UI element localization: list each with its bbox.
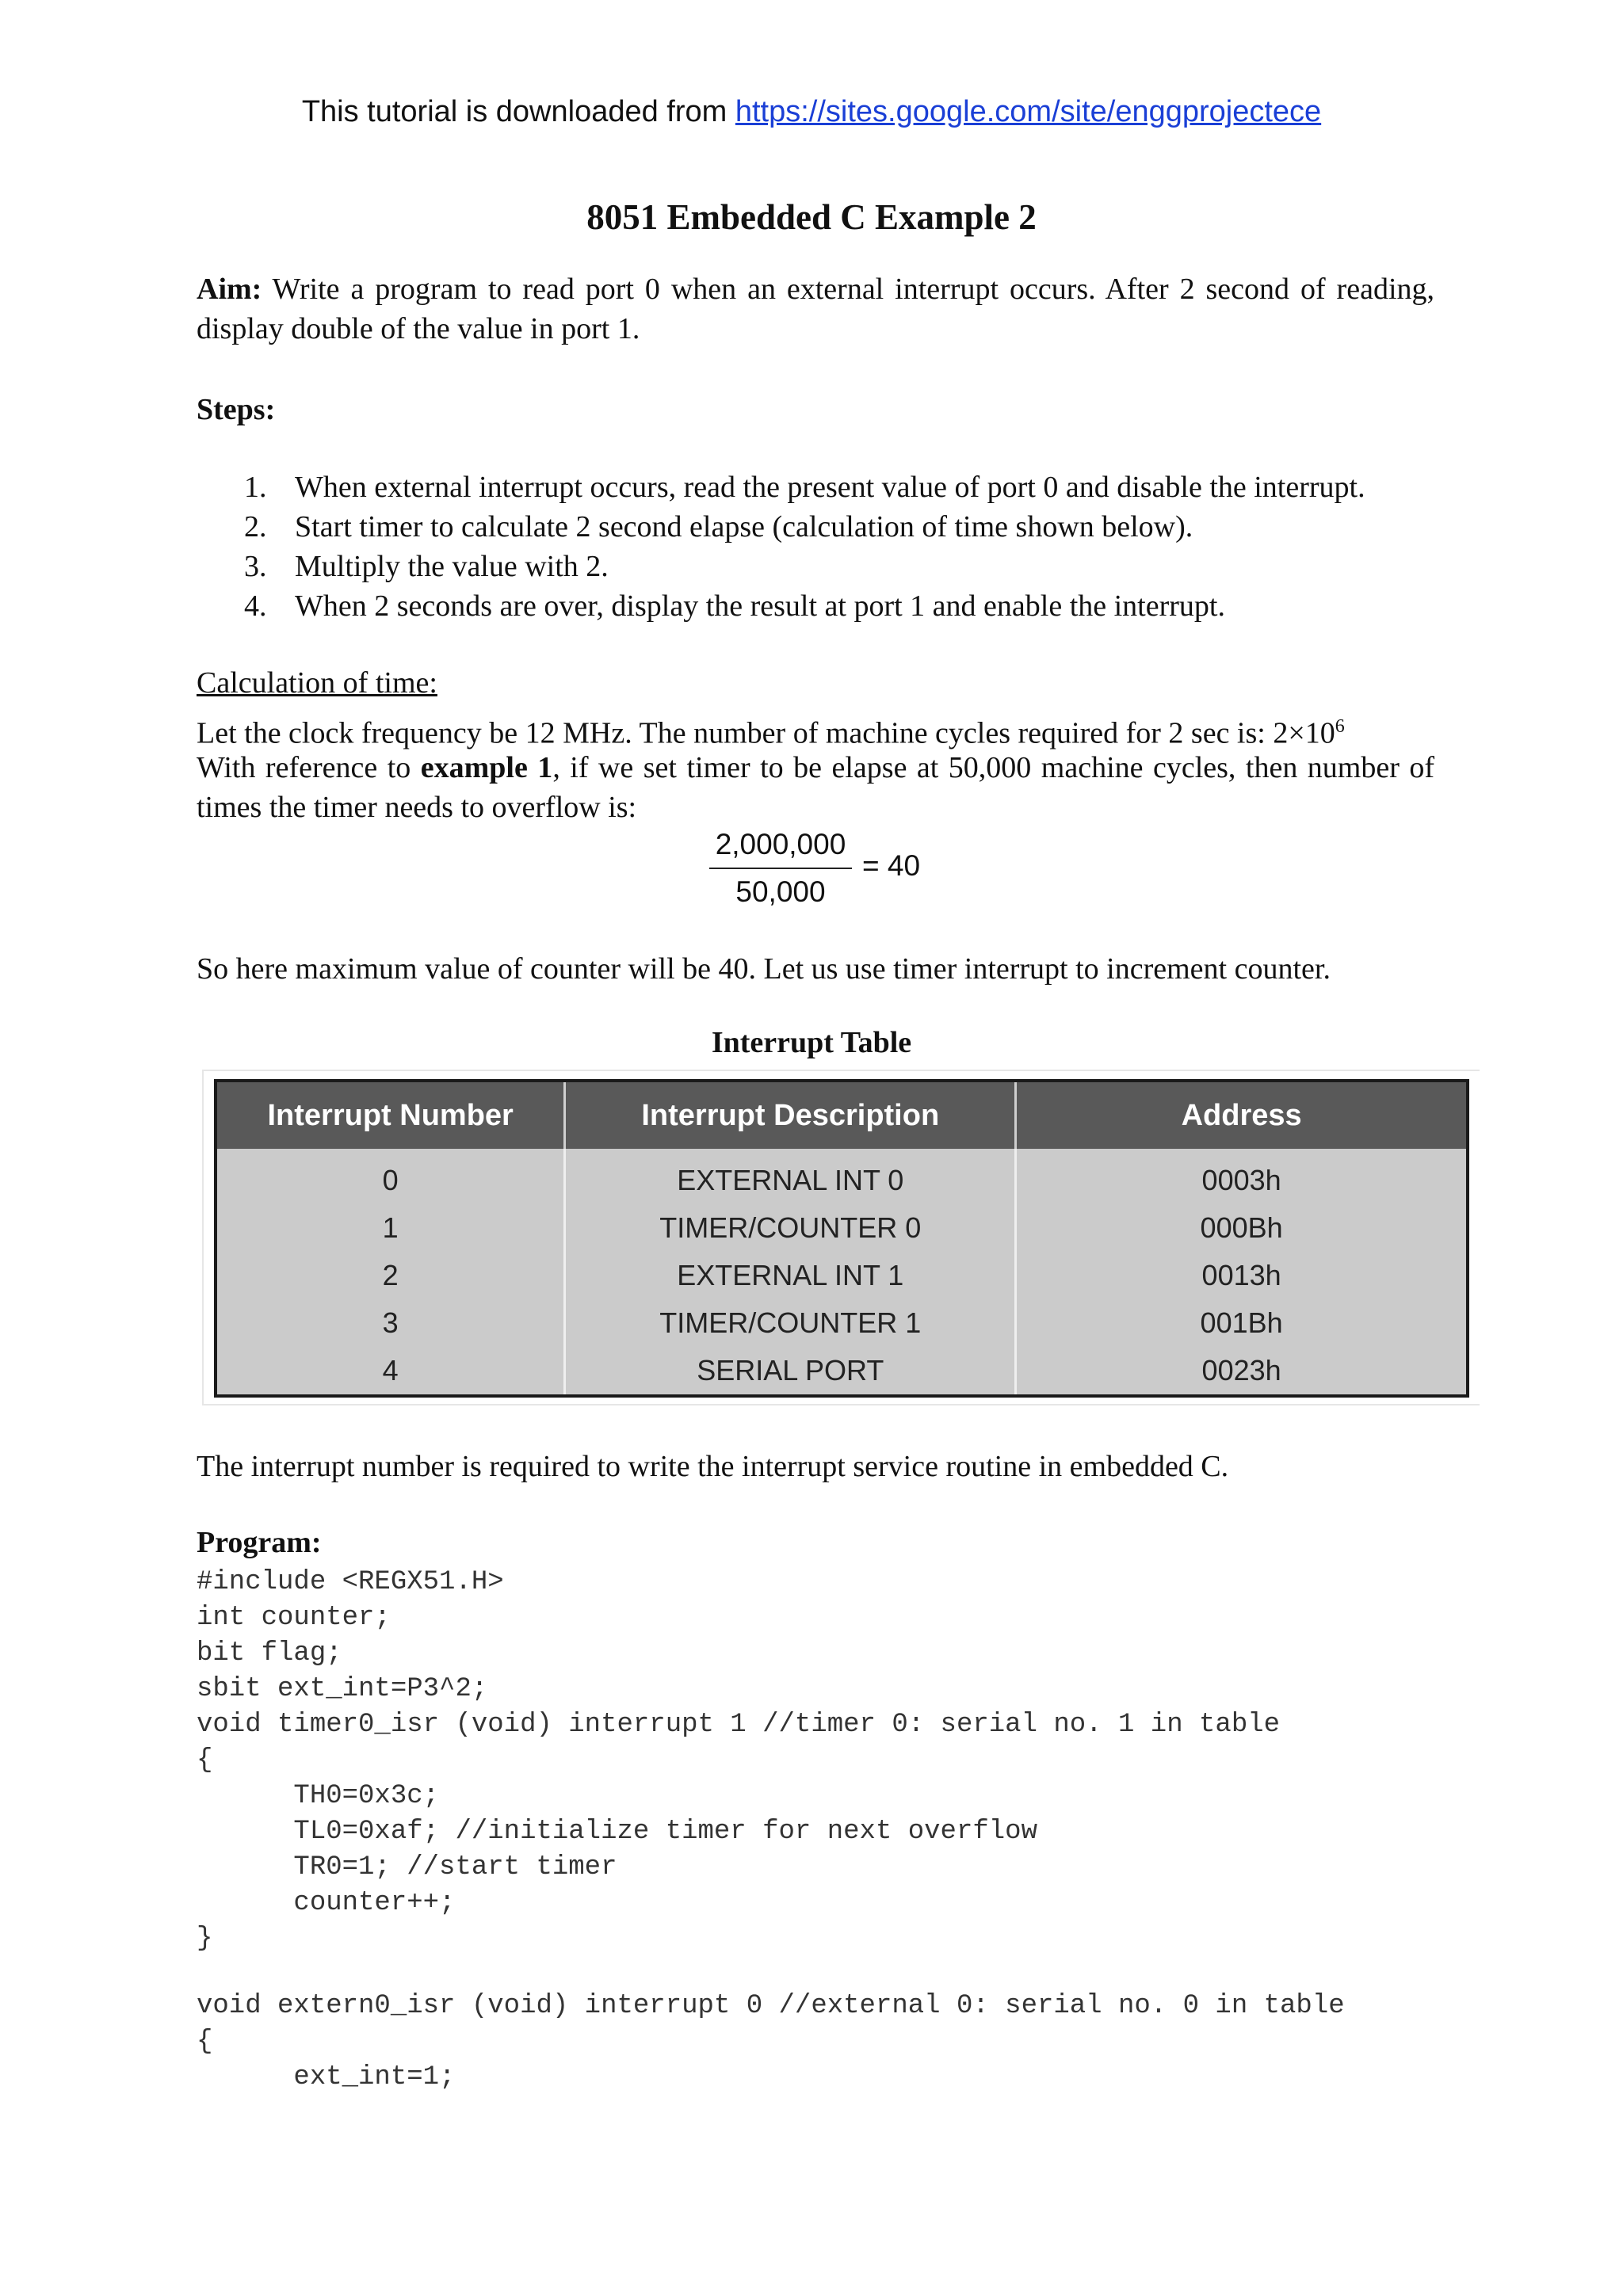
interrupt-number: 2 [216,1252,565,1299]
banner-text: This tutorial is downloaded from [301,95,735,128]
interrupt-address: 0023h [1016,1347,1468,1396]
step-number: 4. [244,589,267,623]
aim-label: Aim: [197,273,262,306]
step-number: 3. [244,550,267,583]
overflow-fraction [709,828,852,909]
interrupt-number: 3 [216,1299,565,1347]
source-link[interactable]: https://sites.google.com/site/enggprojectece [735,95,1322,128]
table-row [216,1347,1468,1396]
column-header: Address [1016,1081,1468,1149]
interrupt-table [214,1079,1469,1398]
interrupt-number: 1 [216,1204,565,1252]
counter-conclusion: So here maximum value of counter will be 40. Let us use timer interrupt to increment counter. [197,952,1331,986]
code-block-extern-isr: void extern0_isr (void) interrupt 0 //external 0: serial no. 0 in table { ext_int=1; [197,1991,1345,2092]
example-1-ref: example 1 [420,751,553,784]
table-row [216,1252,1468,1299]
step-text: When external interrupt occurs, read the present value of port 0 and disable the interrupt. [295,471,1365,504]
table-header-row [216,1081,1468,1149]
interrupt-description: SERIAL PORT [565,1347,1016,1396]
step-item [197,586,1365,626]
step-number: 2. [244,510,267,543]
step-text: Start timer to calculate 2 second elapse (calculation of time shown below). [295,510,1193,543]
step-item [197,507,1365,547]
exponent: 6 [1335,716,1345,737]
fraction-result: = 40 [862,849,921,882]
interrupt-address: 001Bh [1016,1299,1468,1347]
step-item [197,547,1365,586]
calculation-line-1: Let the clock frequency be 12 MHz. The number of machine cycles required for 2 sec is: $2\times 10^6$ [197,716,1345,750]
steps-heading: Steps: [197,393,276,426]
step-number: 1. [244,471,267,504]
column-header: Interrupt Description [565,1081,1016,1149]
fraction-denominator: 50,000 [735,875,826,908]
column-header: Interrupt Number [216,1081,565,1149]
page-title: 8051 Embedded C Example 2 [586,197,1037,237]
interrupt-number: 4 [216,1347,565,1396]
interrupt-address: 0013h [1016,1252,1468,1299]
step-item [197,467,1365,507]
table-note: The interrupt number is required to write the interrupt service routine in embedded C. [197,1450,1229,1483]
fraction-numerator: 2,000,000 [709,828,852,869]
interrupt-address: 0003h [1016,1149,1468,1204]
aim-text: Write a program to read port 0 when an external interrupt occurs. After 2 second of reading, display double of the value in port 1. [197,273,1434,345]
interrupt-description: TIMER/COUNTER 0 [565,1204,1016,1252]
step-text: When 2 seconds are over, display the result at port 1 and enable the interrupt. [295,589,1225,623]
interrupt-address: 000Bh [1016,1204,1468,1252]
table-row [216,1299,1468,1347]
interrupt-description: EXTERNAL INT 0 [565,1149,1016,1204]
step-text: Multiply the value with 2. [295,550,609,583]
calculation-line-2: With reference to example 1, if we set timer to be elapse at 50,000 machine cycles, then number of times the timer needs to overflow is: [197,751,1435,824]
table-row [216,1149,1468,1204]
interrupt-number: 0 [216,1149,565,1204]
download-banner [0,95,1623,129]
interrupt-description: TIMER/COUNTER 1 [565,1299,1016,1347]
table-row [216,1204,1468,1252]
steps-list [197,467,1365,626]
program-heading: Program: [197,1526,322,1559]
table-caption: Interrupt Table [711,1026,912,1059]
calculation-heading: Calculation of time: [197,666,437,700]
aim-paragraph [197,269,1434,349]
interrupt-description: EXTERNAL INT 1 [565,1252,1016,1299]
code-block-timer-isr: #include <REGX51.H> int counter; bit flag; sbit ext_int=P3^2; void timer0_isr (void) interrupt 1 //timer 0: serial no. 1 in table { TH0=0x3c; TL0=0xaf; //initialize timer for next overflow TR0=1; //start timer counter++; } [197,1567,1281,1954]
